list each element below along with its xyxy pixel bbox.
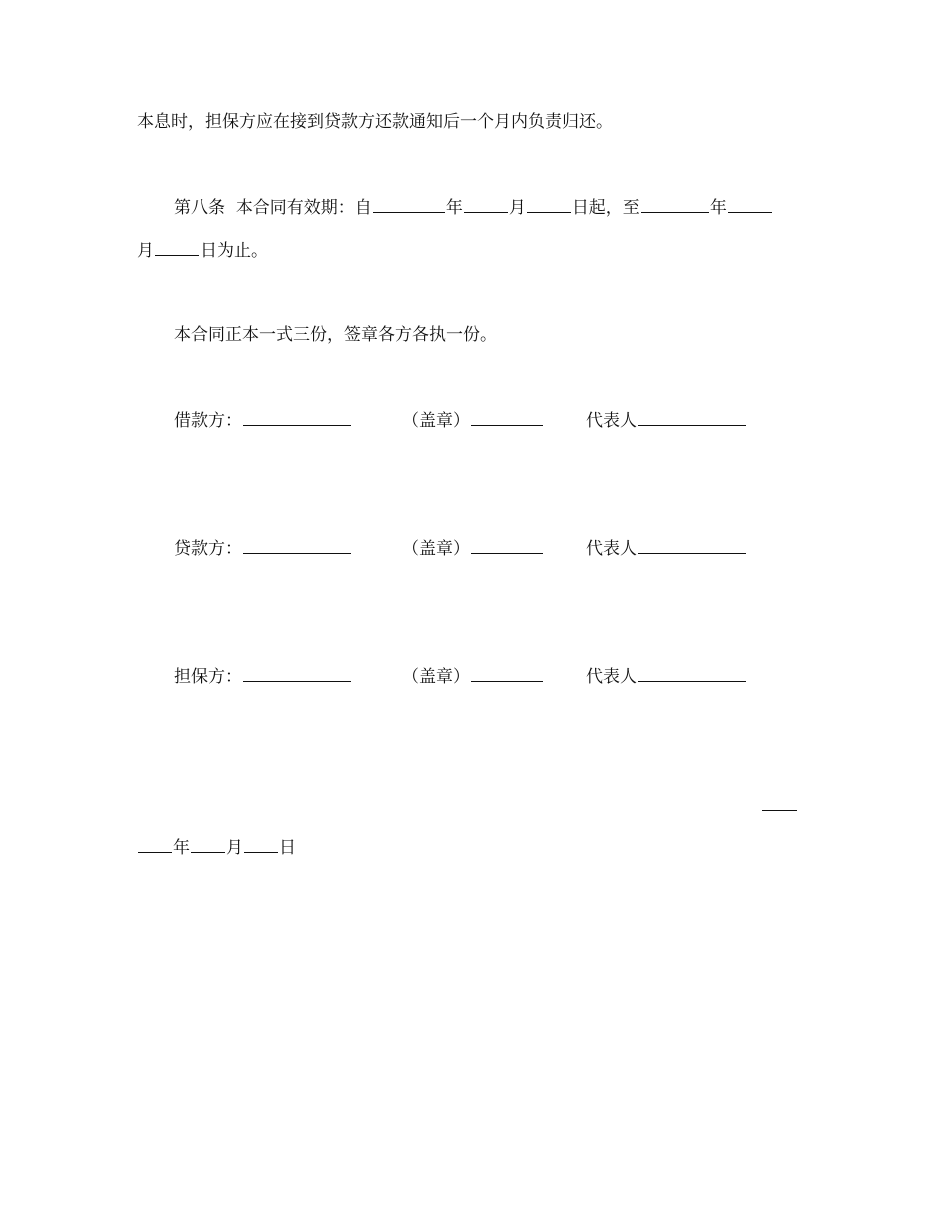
paragraph-copies (174, 324, 497, 346)
article-8-line-2 (137, 239, 268, 262)
blank-end-day[interactable] (155, 239, 199, 256)
date-line (137, 836, 296, 859)
blank-guarantor-seal[interactable] (471, 665, 543, 682)
seal-label-text: （盖章） (402, 667, 470, 687)
party-label-text: 担保方： (174, 667, 242, 687)
blank-date-day[interactable] (244, 836, 278, 853)
blank-date-month[interactable] (191, 836, 225, 853)
label-year: 年 (445, 198, 463, 218)
blank-borrower-name[interactable] (243, 409, 351, 426)
seal-label-text: （盖章） (402, 539, 470, 559)
rep-label-text: 代表人 (586, 539, 637, 559)
rep-label-guarantor (586, 665, 747, 688)
signature-row-lender (174, 537, 774, 559)
signature-row-borrower (174, 409, 774, 431)
party-label-text: 贷款方： (174, 539, 242, 559)
article-8-text: 本合同有效期：自 (235, 198, 372, 218)
article-8-label: 第八条 (174, 198, 225, 218)
seal-label-lender (402, 537, 544, 560)
blank-borrower-seal[interactable] (471, 409, 543, 426)
blank-borrower-rep[interactable] (638, 409, 746, 426)
rep-label-text: 代表人 (586, 667, 637, 687)
blank-guarantor-name[interactable] (243, 665, 351, 682)
seal-label-borrower (402, 409, 544, 432)
paragraph-copies-text: 本合同正本一式三份，签章各方各执一份。 (174, 325, 497, 345)
signature-date-rule (762, 810, 797, 811)
label-day-until: 日为止。 (200, 241, 268, 261)
seal-label-text: （盖章） (402, 411, 470, 431)
seal-label-guarantor (402, 665, 544, 688)
blank-start-day[interactable] (527, 196, 571, 213)
blank-start-year[interactable] (373, 196, 445, 213)
blank-lender-seal[interactable] (471, 537, 543, 554)
rep-label-lender (586, 537, 747, 560)
signature-row-guarantor (174, 665, 774, 687)
label-month-2: 月 (137, 241, 154, 261)
article-8-line-1 (174, 196, 773, 219)
label-month: 月 (508, 198, 526, 218)
date-day-label: 日 (279, 838, 296, 858)
label-day-from: 日起，至 (571, 198, 640, 218)
blank-end-year[interactable] (641, 196, 709, 213)
blank-lender-rep[interactable] (638, 537, 746, 554)
label-year-2: 年 (709, 198, 727, 218)
blank-date-year[interactable] (138, 836, 172, 853)
date-month-label: 月 (226, 838, 243, 858)
blank-start-month[interactable] (464, 196, 508, 213)
paragraph-repayment (137, 111, 613, 133)
date-year-label: 年 (173, 838, 190, 858)
rep-label-borrower (586, 409, 747, 432)
party-label-lender (174, 537, 352, 560)
blank-lender-name[interactable] (243, 537, 351, 554)
party-label-guarantor (174, 665, 352, 688)
party-label-text: 借款方： (174, 411, 242, 431)
paragraph-repayment-text: 本息时，担保方应在接到贷款方还款通知后一个月内负责归还。 (137, 112, 613, 132)
rep-label-text: 代表人 (586, 411, 637, 431)
blank-guarantor-rep[interactable] (638, 665, 746, 682)
blank-end-month-a[interactable] (728, 196, 772, 213)
party-label-borrower (174, 409, 352, 432)
